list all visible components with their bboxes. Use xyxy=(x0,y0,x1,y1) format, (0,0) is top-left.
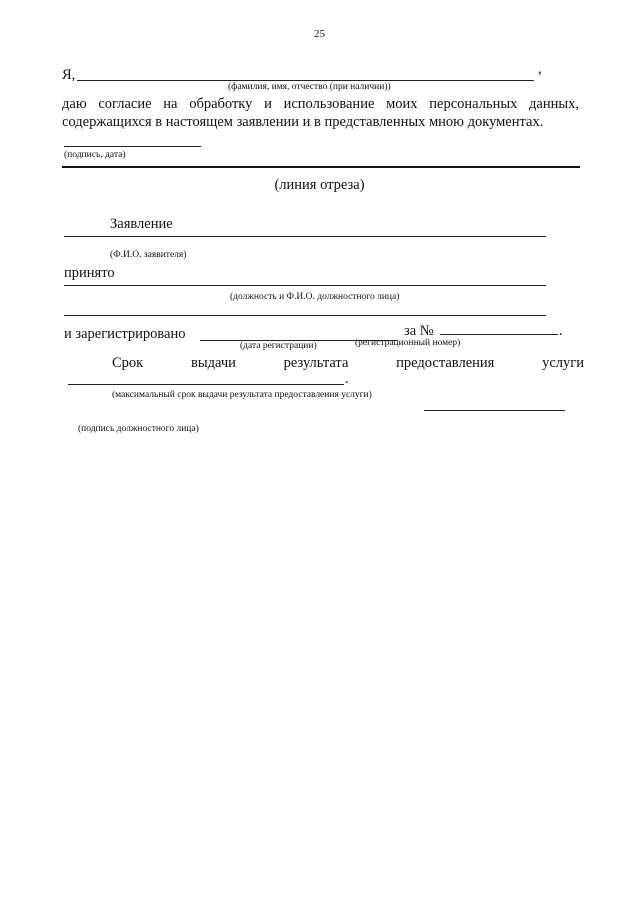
deadline-caption: (максимальный срок выдачи результата предоставления услуги) xyxy=(112,390,372,400)
applicant-caption: (Ф.И.О. заявителя) xyxy=(110,250,187,260)
official-signature-line[interactable] xyxy=(424,410,565,411)
cut-line-label: (линия отреза) xyxy=(274,177,365,193)
signature-date-caption: (подпись, дата) xyxy=(64,150,126,160)
consent-prefix: Я, xyxy=(62,67,76,83)
deadline-word: услуги xyxy=(542,355,584,371)
signature-date-line[interactable] xyxy=(64,146,201,147)
deadline-word: результата xyxy=(283,355,349,371)
official-signature-caption: (подпись должностного лица) xyxy=(78,424,199,434)
registration-period: . xyxy=(559,323,563,339)
registration-number-line[interactable] xyxy=(440,334,558,335)
deadline-word: предоставления xyxy=(396,355,495,371)
official-caption: (должность и Ф.И.О. должностного лица) xyxy=(230,292,400,302)
receipt-title: Заявление xyxy=(110,216,173,232)
accepted-label: принято xyxy=(64,265,115,281)
full-name-line[interactable] xyxy=(77,80,534,81)
number-label: за № xyxy=(404,323,434,339)
full-name-caption: (фамилия, имя, отчество (при наличии)) xyxy=(228,82,391,92)
deadline-word: выдачи xyxy=(191,355,236,371)
registered-label: и зарегистрировано xyxy=(64,326,186,342)
deadline-word: Срок xyxy=(112,355,144,371)
page-number: 25 xyxy=(314,28,325,40)
consent-text: даю согласие на обработку и использование моих персональных данных, содержащихся в настоящем заявлении и в представленных мною документах. xyxy=(62,96,579,130)
trailing-comma: , xyxy=(538,61,542,77)
cut-line xyxy=(62,166,580,168)
registration-date-caption: (дата регистрации) xyxy=(240,341,317,351)
official-name-line[interactable] xyxy=(64,285,546,286)
applicant-name-line[interactable] xyxy=(64,236,546,237)
deadline-line[interactable] xyxy=(68,384,344,385)
official-name-line-2[interactable] xyxy=(64,315,546,316)
deadline-period: . xyxy=(345,371,349,387)
registration-number-caption: (регистрационный номер) xyxy=(355,338,461,348)
